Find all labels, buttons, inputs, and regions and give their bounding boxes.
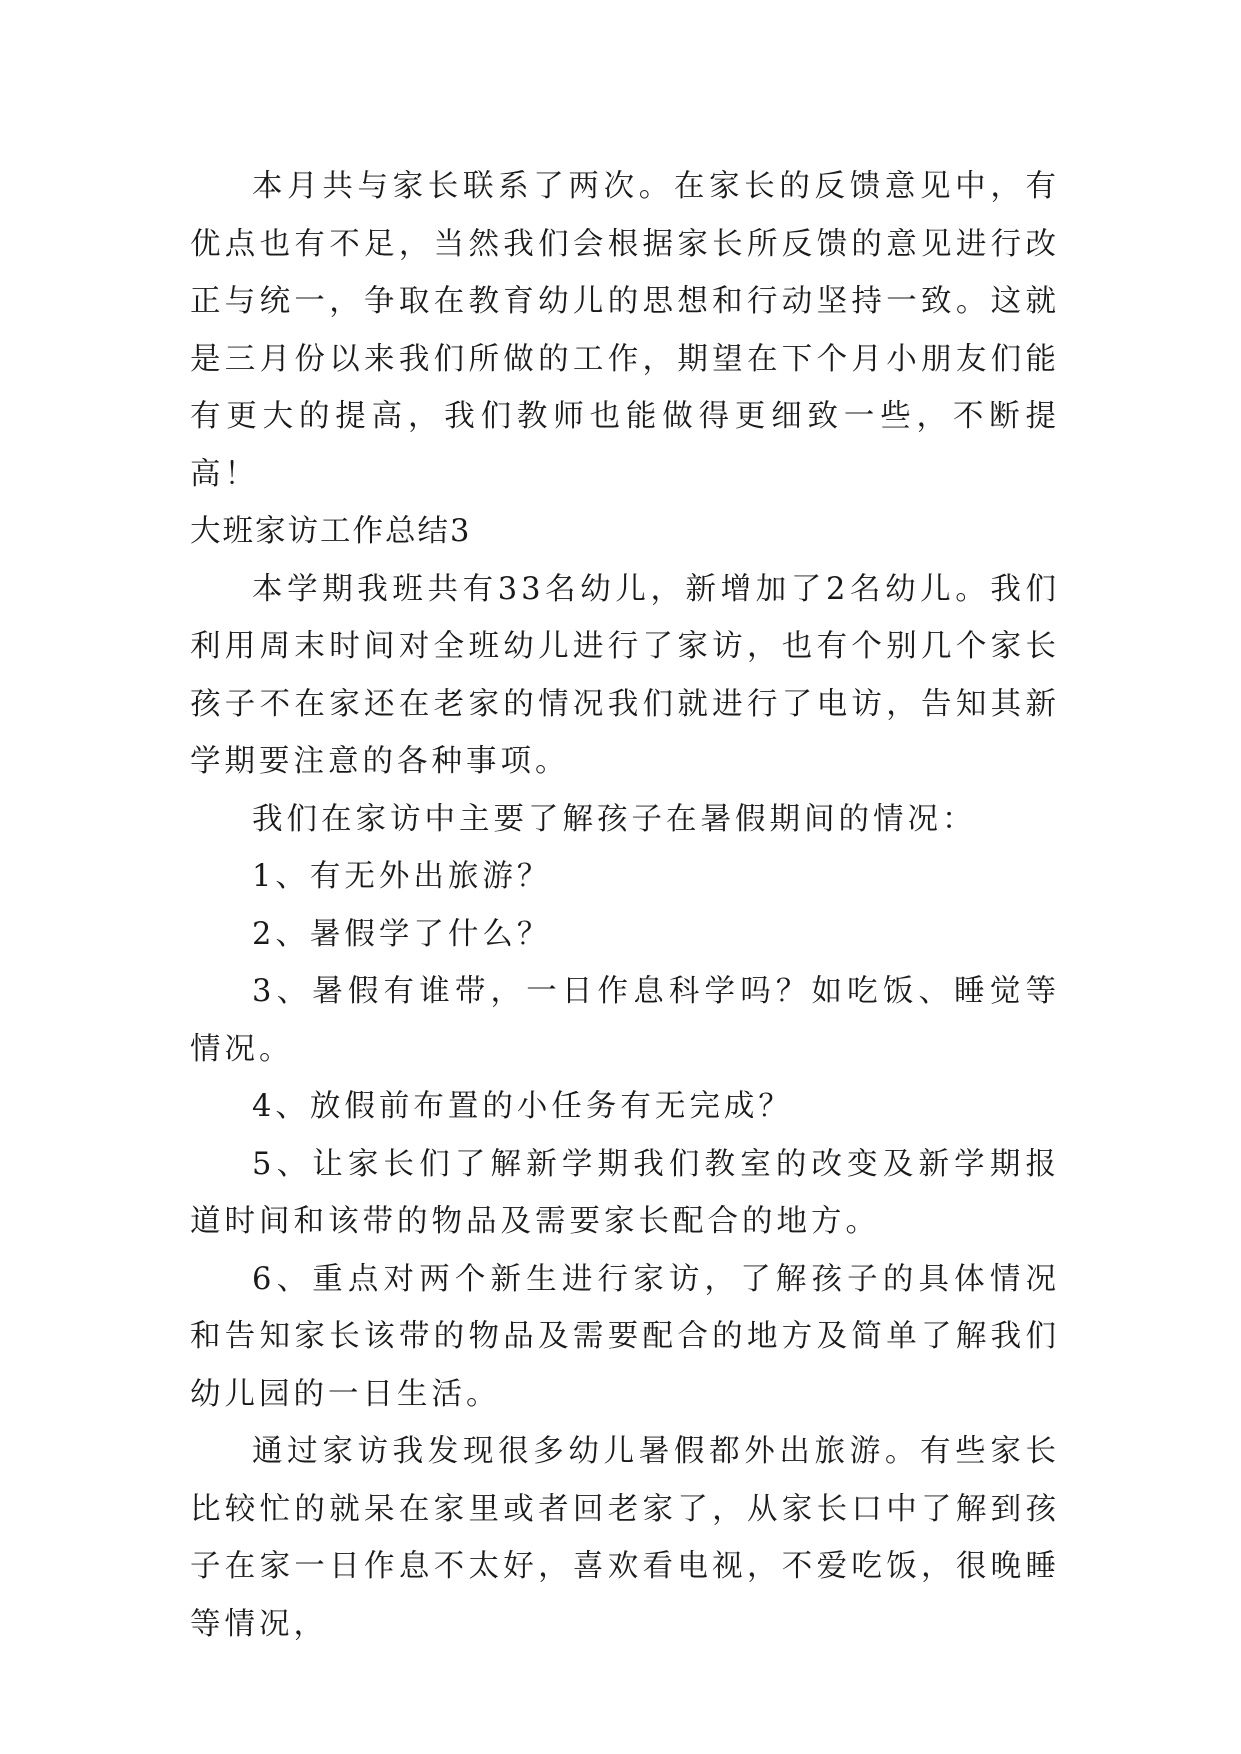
list-item-travel: 1、有无外出旅游？ [252, 859, 552, 894]
paragraph-parent-contact: 本月共与家长联系了两次。在家长的反馈意见中，有优点也有不足，当然我们会根据家长所反馈的意见进行改正与统一，争取在教育幼儿的思想和行动坚持一致。这就是三月份以来我们所做的工作，期望在下个月小朋友们能有更大的提高，我们教师也能做得更细致一些，不断提高！ [190, 169, 1060, 492]
section-heading: 大班家访工作总结3 [190, 514, 472, 549]
list-item-routine: 3、暑假有谁带，一日作息科学吗？如吃饭、睡觉等情况。 [190, 974, 1060, 1067]
list-item-learning: 2、暑假学了什么？ [252, 916, 552, 952]
paragraph-findings: 通过家访我发现很多幼儿暑假都外出旅游。有些家长比较忙的就呆在家里或者回老家了，从家长口中了解到孩子在家一日作息不太好，喜欢看电视，不爱吃饭，很晚睡等情况， [190, 1434, 1060, 1642]
paragraph-visit-focus: 我们在家访中主要了解孩子在暑假期间的情况： [252, 801, 977, 837]
list-item-classroom-changes: 5、让家长们了解新学期我们教室的改变及新学期报道时间和该带的物品及需要家长配合的地方。 [190, 1146, 1060, 1239]
document-body [190, 158, 1060, 1653]
list-item-new-students: 6、重点对两个新生进行家访，了解孩子的具体情况和告知家长该带的物品及需要配合的地方及简单了解我们幼儿园的一日生活。 [190, 1261, 1060, 1412]
list-item-tasks: 4、放假前布置的小任务有无完成？ [252, 1089, 793, 1124]
paragraph-class-overview: 本学期我班共有33名幼儿，新增加了2名幼儿。我们利用周末时间对全班幼儿进行了家访，也有个别几个家长孩子不在家还在老家的情况我们就进行了电访，告知其新学期要注意的各种事项。 [190, 571, 1060, 779]
